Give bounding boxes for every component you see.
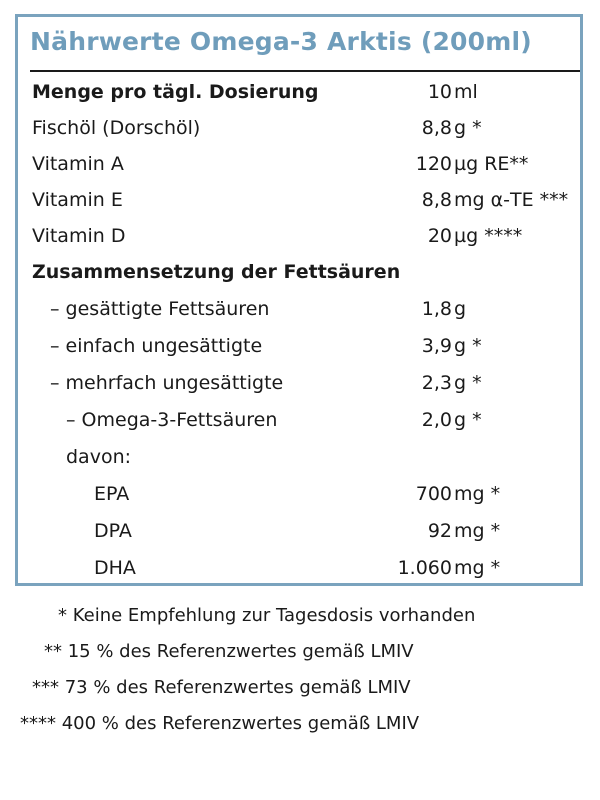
row-label: davon: (66, 446, 132, 468)
row-label: – mehrfach ungesättigte (50, 372, 284, 394)
row-vitamin-d (18, 221, 580, 251)
row-label: Zusammensetzung der Fettsäuren (32, 261, 401, 283)
row-amount: 2,3 (421, 372, 452, 394)
row-unit: g * (454, 372, 482, 394)
row-amount: 20 (427, 225, 452, 247)
row-label: Vitamin A (32, 153, 124, 175)
row-epa (18, 479, 580, 509)
row-amount: 700 (415, 483, 452, 505)
row-monounsaturated (18, 331, 580, 361)
row-label: Fischöl (Dorschöl) (32, 117, 201, 139)
row-unit: g * (454, 335, 482, 357)
row-omega-3 (18, 405, 580, 435)
row-amount: 8,8 (421, 189, 452, 211)
row-unit: g * (454, 409, 482, 431)
nutrition-panel (15, 14, 583, 586)
row-amount: 92 (427, 520, 452, 542)
row-amount: 8,8 (421, 117, 452, 139)
footnote: *** 73 % des Referenzwertes gemäß LMIV (32, 677, 411, 698)
title-divider (30, 70, 580, 72)
row-unit: g (454, 298, 467, 320)
row-unit: ml (454, 81, 478, 103)
row-thereof (18, 442, 580, 472)
row-label: – gesättigte Fettsäuren (50, 298, 270, 320)
footnote: * Keine Empfehlung zur Tagesdosis vorhanden (58, 605, 476, 626)
row-label: – einfach ungesättigte (50, 335, 263, 357)
row-label: EPA (94, 483, 130, 505)
row-fish-oil (18, 113, 580, 143)
footnote: ** 15 % des Referenzwertes gemäß LMIV (44, 641, 414, 662)
row-polyunsaturated (18, 368, 580, 398)
row-vitamin-a (18, 149, 580, 179)
row-unit: mg α-TE *** (454, 189, 569, 211)
row-amount: 1,8 (421, 298, 452, 320)
row-unit: g * (454, 117, 482, 139)
row-unit: mg * (454, 557, 501, 579)
row-amount: 120 (415, 153, 452, 175)
row-unit: mg * (454, 483, 501, 505)
row-dpa (18, 516, 580, 546)
row-dosage (18, 77, 580, 107)
row-label: DPA (94, 520, 132, 542)
footnote: **** 400 % des Referenzwertes gemäß LMIV (20, 713, 420, 734)
row-unit: mg * (454, 520, 501, 542)
row-unit: µg RE** (454, 153, 529, 175)
panel-title: Nährwerte Omega-3 Arktis (200ml) (30, 27, 532, 56)
row-amount: 1.060 (397, 557, 452, 579)
row-vitamin-e (18, 185, 580, 215)
row-label: – Omega-3-Fettsäuren (66, 409, 278, 431)
row-amount: 10 (427, 81, 452, 103)
row-unit: µg **** (454, 225, 523, 247)
row-saturated (18, 294, 580, 324)
row-fatty-acids-heading (18, 257, 580, 287)
row-label: Vitamin D (32, 225, 126, 247)
row-dha (18, 553, 580, 583)
row-label: Vitamin E (32, 189, 123, 211)
row-label: DHA (94, 557, 136, 579)
row-label: Menge pro tägl. Dosierung (32, 81, 319, 103)
row-amount: 2,0 (421, 409, 452, 431)
row-amount: 3,9 (421, 335, 452, 357)
